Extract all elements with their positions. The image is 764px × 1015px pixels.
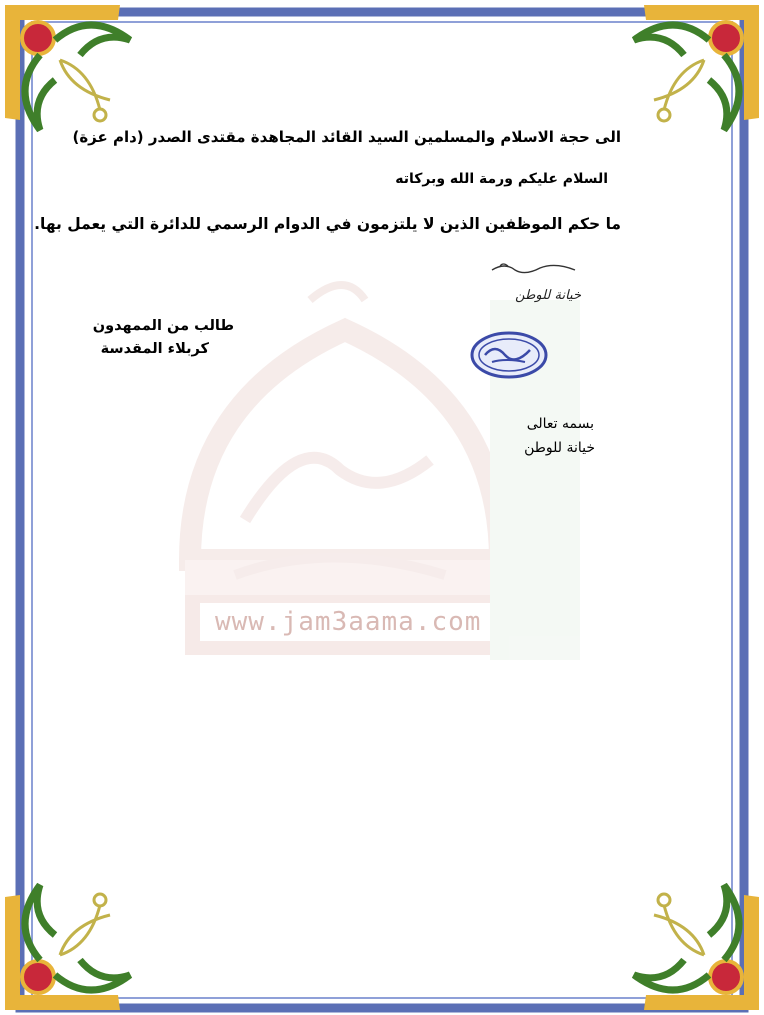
signature-scribble-icon [492,264,575,273]
handwritten-reply: خيانة للوطن [515,288,581,303]
letter-addressee: الى حجة الاسلام والمسلمين السيد القائد المجاهدة مقتدى الصدر (دام عزة) [72,128,621,146]
frame-outer-line [20,12,744,1008]
frame-inner-line [32,22,732,998]
seal-stamp-icon [472,333,546,377]
watermark-url: www.jam3aama.com [215,607,482,637]
sender-city: كربلاء المقدسة [100,341,209,357]
reply-verdict: خيانة للوطن [524,440,595,456]
sender-name: طالب من الممهدون [92,318,234,334]
letter-greeting: السلام عليكم ورمة الله وبركاته [395,171,608,187]
letter-question: ما حكم الموظفين الذين لا يلتزمون في الدوام الرسمي للدائرة التي يعمل بها. [34,215,621,233]
reply-basmala: بسمه تعالى [526,416,594,432]
